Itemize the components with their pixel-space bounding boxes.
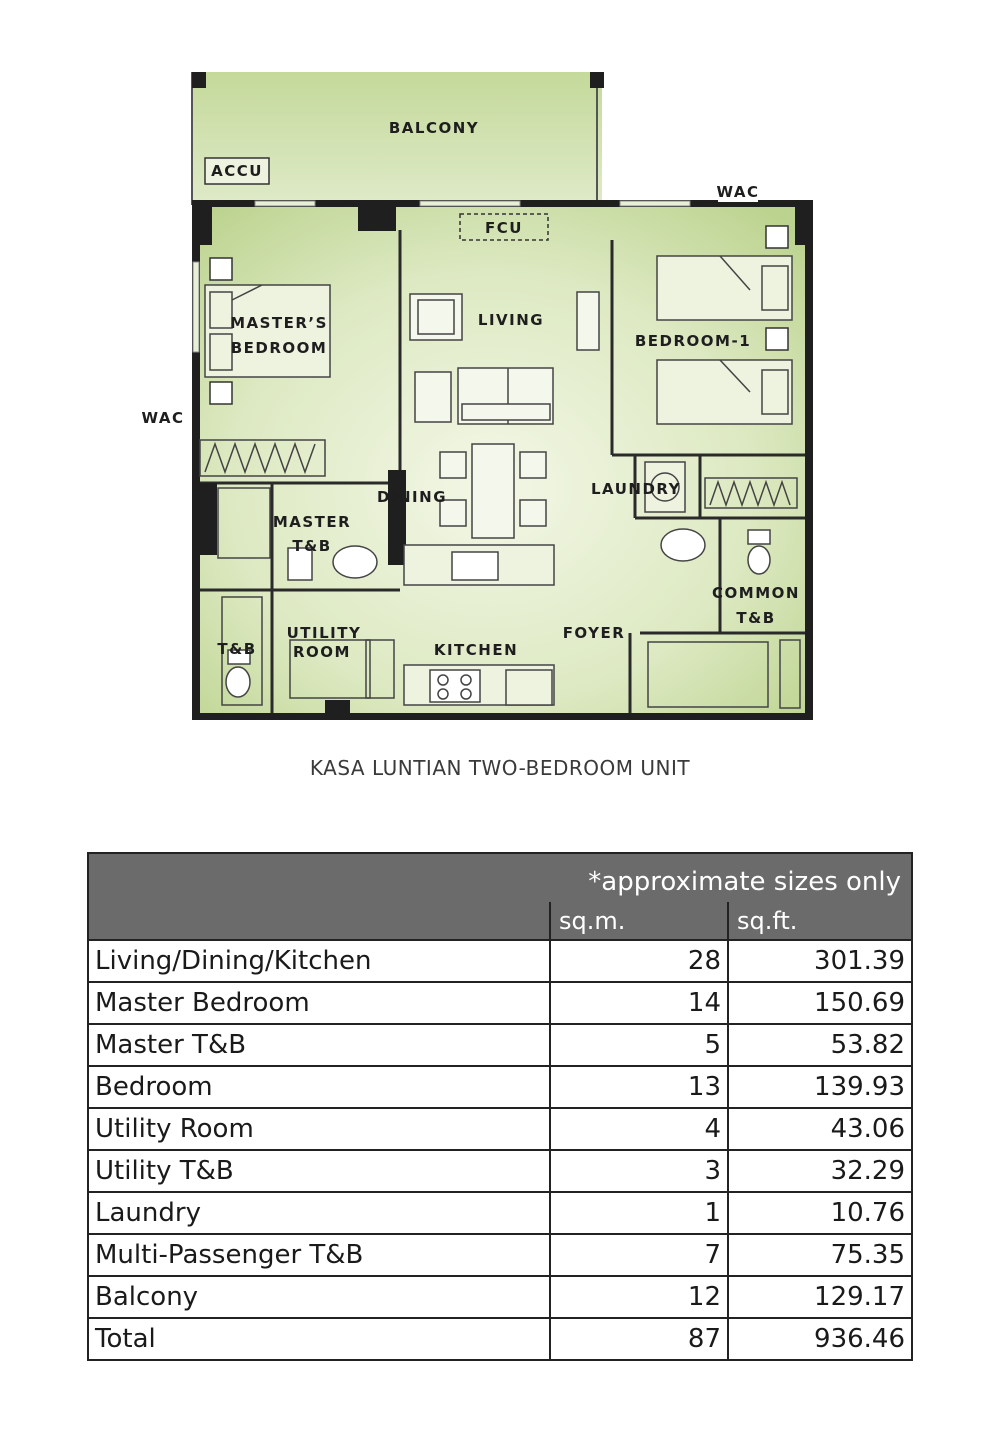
label-kitchen: KITCHEN xyxy=(433,641,519,659)
table-row xyxy=(88,1276,912,1318)
label-foyer: FOYER xyxy=(562,624,626,642)
row-sqm: 13 xyxy=(550,1066,728,1108)
label-utility-room-2: ROOM xyxy=(293,643,351,661)
row-sqft: 10.76 xyxy=(728,1192,912,1234)
area-table xyxy=(87,852,913,1361)
table-row xyxy=(88,1318,912,1360)
label-master-tb-2: T&B xyxy=(292,537,332,555)
label-balcony: BALCONY xyxy=(388,119,480,137)
label-utility-room-1: UTILITY xyxy=(286,624,362,642)
table-row xyxy=(88,1024,912,1066)
row-name: Master T&B xyxy=(88,1024,550,1066)
table-row xyxy=(88,1108,912,1150)
table-note: *approximate sizes only xyxy=(88,853,912,902)
table-row xyxy=(88,1066,912,1108)
row-name: Bedroom xyxy=(88,1066,550,1108)
row-name: Master Bedroom xyxy=(88,982,550,1024)
row-sqft: 53.82 xyxy=(728,1024,912,1066)
row-sqft: 301.39 xyxy=(728,940,912,982)
plan-caption: KASA LUNTIAN TWO-BEDROOM UNIT xyxy=(309,756,691,780)
row-name: Multi-Passenger T&B xyxy=(88,1234,550,1276)
label-common-tb-1: COMMON xyxy=(712,584,800,602)
label-masters-bedroom-1: MASTER’S xyxy=(230,314,328,332)
row-sqm: 7 xyxy=(550,1234,728,1276)
label-common-tb-2: T&B xyxy=(736,609,776,627)
label-laundry: LAUNDRY xyxy=(591,480,681,498)
table-row xyxy=(88,1192,912,1234)
row-sqft: 43.06 xyxy=(728,1108,912,1150)
table-row xyxy=(88,1234,912,1276)
row-sqft: 75.35 xyxy=(728,1234,912,1276)
row-name: Total xyxy=(88,1318,550,1360)
row-sqm: 4 xyxy=(550,1108,728,1150)
label-wac-left: WAC xyxy=(141,409,185,427)
balcony-area xyxy=(192,72,602,205)
header-sqft: sq.ft. xyxy=(728,902,912,940)
label-bedroom-1: BEDROOM-1 xyxy=(634,332,752,350)
row-sqft: 32.29 xyxy=(728,1150,912,1192)
row-sqm: 14 xyxy=(550,982,728,1024)
label-fcu: FCU xyxy=(485,219,523,237)
label-accu: ACCU xyxy=(211,162,263,180)
label-wac-top: WAC xyxy=(716,183,760,201)
row-sqm: 5 xyxy=(550,1024,728,1066)
table-row xyxy=(88,982,912,1024)
row-name: Utility Room xyxy=(88,1108,550,1150)
label-dining: DINING xyxy=(376,488,448,506)
label-master-tb-1: MASTER xyxy=(272,513,352,531)
label-tb: T&B xyxy=(217,640,257,658)
row-sqm: 28 xyxy=(550,940,728,982)
row-sqft: 129.17 xyxy=(728,1276,912,1318)
row-name: Living/Dining/Kitchen xyxy=(88,940,550,982)
row-sqm: 87 xyxy=(550,1318,728,1360)
row-sqft: 139.93 xyxy=(728,1066,912,1108)
row-sqm: 3 xyxy=(550,1150,728,1192)
row-sqft: 936.46 xyxy=(728,1318,912,1360)
row-name: Balcony xyxy=(88,1276,550,1318)
row-sqm: 12 xyxy=(550,1276,728,1318)
header-sqm: sq.m. xyxy=(550,902,728,940)
row-sqm: 1 xyxy=(550,1192,728,1234)
table-row xyxy=(88,940,912,982)
row-sqft: 150.69 xyxy=(728,982,912,1024)
row-name: Utility T&B xyxy=(88,1150,550,1192)
row-name: Laundry xyxy=(88,1192,550,1234)
label-masters-bedroom-2: BEDROOM xyxy=(230,339,328,357)
label-living: LIVING xyxy=(477,311,545,329)
table-row xyxy=(88,1150,912,1192)
